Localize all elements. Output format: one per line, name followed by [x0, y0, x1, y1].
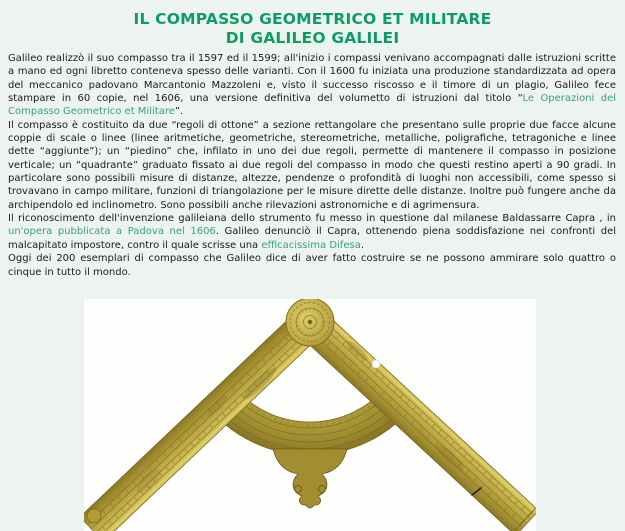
title-line-1: IL COMPASSO GEOMETRICO ET MILITARE: [133, 10, 492, 28]
paragraph: [8, 252, 616, 279]
text-run: Il compasso è costituito da due “regoli di ottone” a sezione rettangolare che presentano sulle proprie due facce alcune coppie di scale o linee (linee aritmetiche, geometriche, stereometriche, metalliche, poligrafiche, tetragoniche e linee dette “aggiunte”); un “piedino” che, infilato in uno dei due regoli, permette di mantenere il compasso in posizione verticale; un “quadrante” graduato fissato ai due regoli del compasso in modo che questi restino aperti a 90 gradi. In particolare sono possibili misure di distanze, altezze, pendenze o profondità di luoghi non accessibili, come spesso si trovavano in campo militare, funzioni di triangolazione per le misure dirette delle distanze. Inoltre può fungere anche da archipendolo ed inclinometro. Sono possibili anche rilevazioni astronomiche e di agrimensura.: [8, 119, 616, 211]
text-run: Oggi dei 200 esemplari di compasso che Galileo dice di aver fatto costruire se ne possono ammirare solo quattro o cinque in tutto il mondo.: [8, 253, 616, 278]
compass-illustration: [84, 299, 536, 531]
scroll-ornament: [273, 449, 347, 508]
article-text: [8, 52, 616, 298]
title-line-2: DI GALILEO GALILEI: [225, 28, 400, 47]
text-run: Galileo realizzò il suo compasso tra il 1597 ed il 1599; all'inizio i compassi venivano accompagnati dalle istruzioni scritte a mano ed ogni libretto conteneva spesso delle varianti. Con il 1600 fu iniziata una produzione standardizzata ad opera del meccanico padovano Marcantonio Mazzoleni e, visto il successo riscosso e il timore di un plagio, Galileo fece stampare in 60 copie, nel 1606, una versione definitiva del volumetto di istruzioni dal titolo “: [8, 53, 616, 105]
leg-hole: [372, 360, 380, 368]
paragraph: [8, 52, 616, 119]
hinge-disc: [286, 299, 334, 346]
text-run: . Galileo denunciò il Capra, ottenendo piena soddisfazione nei confronti del malcapitato impostore, contro il quale scrisse una: [8, 226, 616, 251]
text-run: Il riconoscimento dell'invenzione galileiana dello strumento fu messo in questione dal milanese Baldassarre Capra , in: [8, 213, 616, 225]
paragraph: [8, 212, 616, 252]
inline-link[interactable]: efficacissima Difesa: [261, 239, 361, 251]
page-title: [0, 0, 625, 47]
compass-left-leg: [84, 307, 325, 531]
paragraph: [8, 119, 616, 212]
inline-link[interactable]: un'opera pubblicata a Padova nel 1606: [8, 226, 216, 238]
inline-link[interactable]: Le Operazioni del Compasso Geometrico et Militare: [8, 93, 616, 118]
text-run: .: [360, 239, 365, 251]
text-run: ”.: [174, 106, 184, 118]
compass-photo: [84, 299, 536, 531]
compass-right-leg: [296, 307, 536, 531]
